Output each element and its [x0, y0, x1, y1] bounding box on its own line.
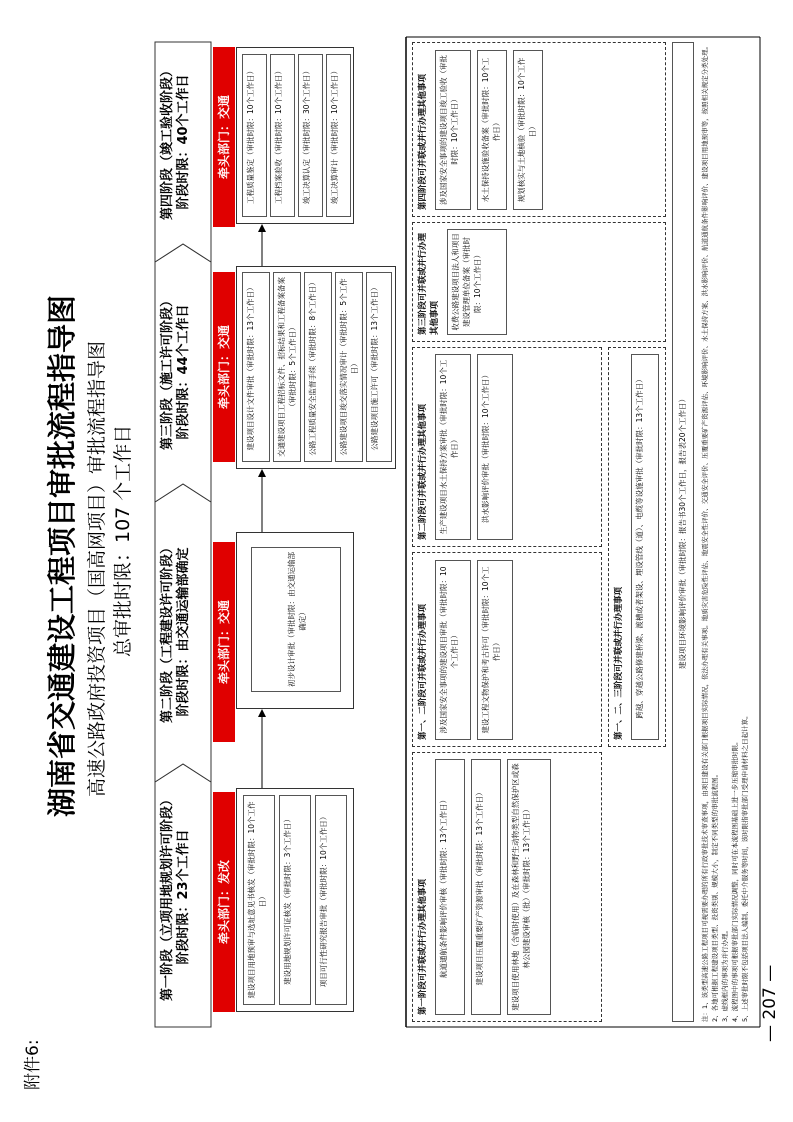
parallel-stage-1-title: 第一阶段可并联或并行办理其他事项 [418, 878, 428, 1015]
parallel-stage-2 [412, 347, 602, 547]
stage-1-item-1: 建设项目用地预审与选址意见书核发（审批时限：10个工作日） [243, 795, 275, 1005]
stage-2-head [160, 502, 192, 762]
stage-3-name: 第三阶段（施工许可阶段） [160, 294, 175, 451]
stage-3-head [160, 262, 192, 482]
stage-4-head [160, 42, 192, 242]
stage-4-time: 阶段时限：40个工作日 [176, 74, 191, 210]
note-2: 2、各地可根据工程建设项目类型、投资类别、规模大小，制定不同类型的审批流程图。 [711, 770, 719, 1022]
stage-3-item-5: 公路建设项目施工许可（审批时限：13个工作日） [366, 272, 392, 462]
stage-1-time: 阶段时限：23个工作日 [176, 829, 191, 965]
stage-2-dept: 牵头部门：交通 [213, 542, 235, 742]
stage-1-head [160, 782, 192, 1012]
subtitle: 高速公路政府投资项目（国高网项目）审批流程指导图 [86, 340, 108, 797]
stage-3-item-1: 建设项目设计文件审批（审批时限：13个工作日） [242, 272, 270, 462]
parallel-stage-1-2-item-2: 建设工程文物保护和考古许可（审批时限：10个工作日） [477, 560, 513, 740]
parallel-stage-4-item-2: 水土保持设施验收备案（审批时限：10个工作日） [477, 50, 507, 210]
parallel-stage-1-2-3-title: 第一、二、三阶段可并联或并行办理事项 [614, 586, 624, 740]
stage-4-dept: 牵头部门：交通 [213, 47, 235, 227]
parallel-stage-1-item-3: 建设项目使用林地（含临时使用）及在森林和野生动物类型自然保护区或森林公园建设审核（批）（审批时限：13个工作日） [507, 759, 551, 1015]
parallel-stage-2-title: 第二阶段可并联或并行办理其他事项 [418, 403, 428, 540]
stage-2-box [236, 532, 354, 709]
stage-1-box [236, 788, 354, 1012]
stage-1-dept: 牵头部门：发改 [213, 792, 235, 1012]
parallel-stage-1-item-2: 建设项目压覆重要矿产资源审批（审批时限：13个工作日） [471, 759, 501, 1015]
parallel-stage-1-2-3-item-1: 跨越、穿越公路修建桥梁、渡槽或者架设、埋设管线（道）、电缆等设施审批（审批时限：13个工作日） [631, 354, 659, 740]
total-time: 总审批时限：107 个工作日 [112, 424, 134, 657]
stage-1-item-2: 建设用地规划许可证核发（审批时限：3个工作日） [279, 795, 311, 1005]
stage-2-time: 阶段时限：由交通运输部确定 [176, 547, 191, 717]
parallel-stage-4-item-3: 规划核实与土地核验（审批时限：10个工作日） [513, 50, 543, 210]
parallel-stage-1-2-item-1: 涉及国家安全事项的建设项目审批（审批时限：10个工作日） [435, 560, 471, 740]
note-5: 5、上述审批时限不包括项目法人编制、委托中介服务等时间，该时限指审批部门受理申请材料之日起计算。 [741, 712, 749, 1022]
stage-3-item-3: 公路工程质量安全监督手续（审批时限：8个工作日） [304, 272, 332, 462]
parallel-stage-4 [412, 42, 666, 217]
parallel-stage-3-item-1: 收费公路建设项目法人和项目建设管理单位备案（审批时限：10个工作日） [447, 229, 507, 335]
stage-3-dept: 牵头部门：交通 [213, 272, 235, 462]
page-number: — 207 — [760, 964, 780, 1042]
stage-4-item-2: 工程档案验收（审批时限：10个工作日） [270, 54, 295, 217]
parallel-stage-4-item-1: 涉及国家安全事项的建设项目竣工验收（审批时限：10个工作日） [435, 50, 471, 210]
parallel-stage-3 [412, 222, 666, 342]
stage-1-name: 第一阶段（立项用地规划许可阶段） [160, 793, 175, 1002]
stage-2-name: 第二阶段（工程建设许可阶段） [160, 541, 175, 724]
parallel-stage-1-2-title: 第一、二阶段可并联或并行办理事项 [418, 603, 428, 740]
note-3: 3、虚线框内的事项为并行办理。 [721, 926, 729, 1022]
stage-3-item-4: 公路建设项目竣交落实情况审计（审批时限：5个工作日） [335, 272, 363, 462]
stage-4-box [236, 47, 354, 224]
parallel-stage-4-title: 第四阶段可并联或并行办理其他事项 [418, 73, 428, 210]
parallel-stage-1-2 [412, 552, 602, 747]
parallel-stage-1 [412, 752, 602, 1022]
attachment-label: 附件6: [23, 1039, 43, 1090]
parallel-stage-2-item-2: 洪水影响评价审批（审批时限：10个工作日） [477, 354, 513, 540]
page-title: 湖南省交通建设工程项目审批流程指导图 [45, 294, 79, 817]
note-4: 4、流程图中的事项可根据审批部门实际情况调整，同时可在本流程图基础上进一步压缩审批时限。 [731, 738, 739, 1022]
stage-4-item-1: 工程质量鉴定（审批时限：10个工作日） [242, 54, 267, 217]
parallel-stage-3-title: 第三阶段可并联或并行办理其他事项 [418, 232, 440, 335]
stage-3-item-2: 交通建设项目工程招标文件、招标结果和工程备案备案（审批时限：5个工作日） [273, 272, 301, 462]
parallel-stage-2-item-1: 生产建设项目水土保持方案审批（审批时限：10个工作日） [435, 354, 471, 540]
parallel-stage-1-2-3 [608, 347, 666, 747]
stage-4-name: 第四阶段（竣工验收阶段） [160, 64, 175, 221]
stage-1-item-3: 项目可行性研究报告审批（审批时限：10个工作日） [315, 795, 347, 1005]
stage-2-item-1: 初步设计审批（审批时限：由交通运输部确定） [251, 547, 341, 692]
env-impact-item: 建设项目环境影响评价审批（审批时限：报告书30个工作日，报告表20个工作日） [672, 42, 694, 1022]
stage-3-time: 阶段时限：44个工作日 [176, 304, 191, 440]
stage-4-item-4: 竣工决算审计（审批时限：10个工作日） [326, 54, 351, 217]
stage-4-item-3: 竣工决算认定（审批时限：30个工作日） [298, 54, 323, 217]
note-1: 注：1、该类型高速公路工程项目可视需要办理的所有行政审批技术审查事项，由项目建设有关部门根据项目实际情况，依法办理有关事项。地质灾害危险性评估、地震安全性评价、交通安全评价、压覆重要矿产资源评估、环境影响评价、水土保持方案、洪水影响评价、航道通航条件影响评价、建设项目用地预审等，按照相关规定分类处理。 [701, 42, 709, 1022]
notes [700, 42, 750, 1022]
parallel-stage-1-item-1: 航道通航条件影响评价审核（审批时限：13个工作日） [435, 759, 465, 1015]
stage-3-box [236, 266, 396, 469]
